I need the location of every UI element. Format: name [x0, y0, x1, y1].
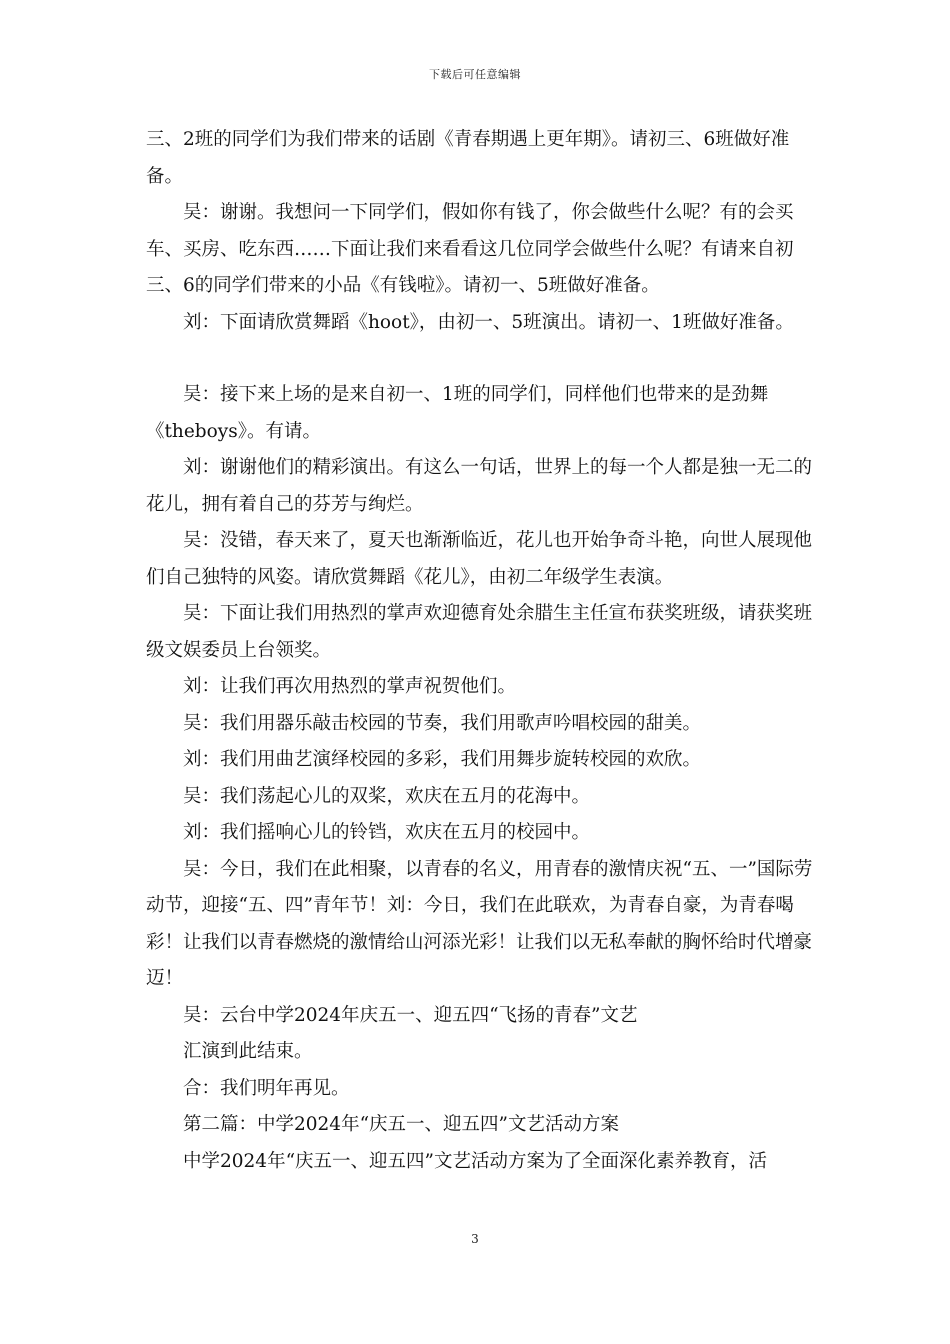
paragraph: 吴：云台中学2024年庆五一、迎五四“飞扬的青春”文艺	[183, 1004, 638, 1026]
paragraph: 刘：我们摇响心儿的铃铛，欢庆在五月的校园中。	[183, 822, 591, 843]
blank-line	[146, 341, 816, 377]
paragraph: 刘：下面请欣赏舞蹈《hoot》，由初一、5班演出。请初一、1班做好准备。	[183, 311, 794, 333]
paragraph: 吴：没错，春天来了，夏天也渐渐临近，花儿也开始争奇斗艳，向世人展现他们自己独特的风姿。请欣赏舞蹈《花儿》，由初二年级学生表演。	[146, 530, 813, 588]
document-body	[146, 122, 816, 1180]
section-heading: 第二篇：中学2024年“庆五一、迎五四”文艺活动方案	[183, 1114, 619, 1135]
paragraph: 刘：让我们再次用热烈的掌声祝贺他们。	[183, 676, 517, 697]
paragraph: 刘：谢谢他们的精彩演出。有这么一句话，世界上的每一个人都是独一无二的花儿，拥有着自己的芬芳与绚烂。	[146, 457, 813, 515]
paragraph: 中学2024年“庆五一、迎五四”文艺活动方案为了全面深化素养教育，活	[183, 1150, 767, 1172]
paragraph: 吴：接下来上场的是来自初一、1班的同学们，同样他们也带来的是劲舞《theboys》。有请。	[146, 384, 769, 442]
paragraph: 三、2班的同学们为我们带来的话剧《青春期遇上更年期》。请初三、6班做好准备。	[146, 129, 790, 187]
page-number: 3	[471, 1232, 479, 1246]
paragraph: 吴：谢谢。我想问一下同学们，假如你有钱了，你会做些什么呢？有的会买车、买房、吃东西……下面让我们来看看这几位同学会做些什么呢？有请来自初三、6的同学们带来的小品《有钱啦》。请初一、5班做好准备。	[146, 202, 794, 296]
page-header: 下载后可任意编辑	[429, 68, 521, 81]
paragraph: 合：我们明年再见。	[183, 1077, 350, 1099]
paragraph: 吴：下面让我们用热烈的掌声欢迎德育处余腊生主任宣布获奖班级，请获奖班级文娱委员上台领奖。	[146, 603, 813, 661]
paragraph: 吴：我们用器乐敲击校园的节奏，我们用歌声吟唱校园的甜美。	[183, 712, 702, 734]
paragraph: 吴：我们荡起心儿的双桨，欢庆在五月的花海中。	[183, 785, 591, 807]
paragraph: 汇演到此结束。	[183, 1041, 313, 1062]
paragraph: 刘：我们用曲艺演绎校园的多彩，我们用舞步旋转校园的欢欣。	[183, 749, 702, 770]
paragraph: 吴：今日，我们在此相聚，以青春的名义，用青春的激情庆祝“五、一”国际劳动节，迎接“五、四”青年节！刘：今日，我们在此联欢，为青春自豪，为青春喝彩！让我们以青春燃烧的激情给山河添光彩！让我们以无私奉献的胸怀给时代增豪迈！	[146, 858, 813, 989]
